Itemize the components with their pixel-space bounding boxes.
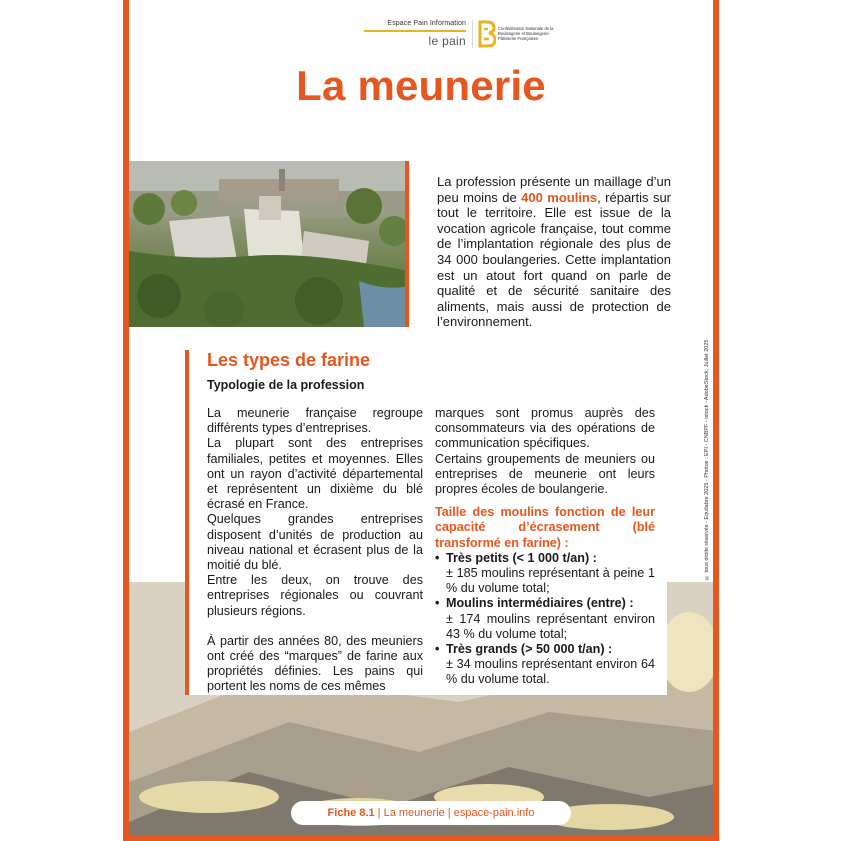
logo-left-small-text: Espace Pain Information	[387, 20, 466, 27]
sizes-heading: Taille des moulins fonction de leur capacité d’écrasement (blé transformé en farine) :	[435, 505, 655, 550]
left-paragraph: À partir des années 80, des meuniers ont créé des “marques” de farine aux propriétés définies. Les pains qui portent les noms de ces mêmes	[207, 633, 423, 694]
aerial-mill-photo	[129, 161, 409, 327]
right-paragraph: Certains groupements de meuniers ou entreprises de meunerie ont leurs propres écoles de boulangerie.	[435, 451, 655, 497]
left-paragraph: La plupart sont des entreprises familiales, petites et moyennes. Elles ont un rayon d’activité départemental et représentent un dixième du blé écrasé en France.	[207, 436, 423, 512]
size-detail: ± 34 moulins représentant environ 64 % du volume total.	[446, 657, 655, 687]
intro-highlight: 400 moulins	[521, 189, 598, 205]
size-detail: ± 185 moulins représentant à peine 1 % du volume total;	[446, 566, 655, 596]
left-paragraph: Quelques grandes entreprises disposent d’unités de production au niveau national et écrasent plus de la moitié du blé.	[207, 512, 423, 573]
cnbpf-logo	[478, 20, 558, 50]
size-label: Très grands (> 50 000 t/an) :	[446, 642, 613, 657]
logo-left-big-text: le pain	[428, 34, 466, 48]
paragraph-gap	[207, 619, 423, 634]
size-label: Moulins intermédiaires (entre) :	[446, 596, 634, 611]
left-paragraph: La meunerie française regroupe différents types d’entreprises.	[207, 406, 423, 436]
footer-pill	[291, 801, 571, 825]
espace-pain-logo	[364, 20, 466, 48]
right-paragraph: marques sont promus auprès des consommateurs via des opérations de communication spécifiques.	[435, 406, 655, 451]
size-label: Très petits (< 1 000 t/an) :	[446, 550, 597, 565]
logo-divider	[472, 20, 473, 48]
list-item	[435, 596, 655, 642]
section-title: Les types de farine	[207, 350, 371, 370]
intro-text-after: , répartis sur tout le territoire. Elle est issue de la vocation agricole française, tout comme de l’implantation régionale des plus de 34 000 boulangeries. Cette implantation est un atout fort quand on parle de qualité et de sécurité sanitaire des aliments, mais aussi de protection de l’environnement.	[437, 189, 671, 330]
cnbpf-b-icon	[478, 20, 496, 48]
photo-credit: © tous droits réservés - Equilabre 2025 - Photos : EPI - CNBPF - istock - AdobeStock, Juillet 2025	[704, 339, 710, 580]
section-subtitle: Typologie de la profession	[207, 378, 365, 392]
list-item	[435, 551, 655, 597]
footer-text: | La meunerie | espace-pain.info	[374, 807, 535, 819]
aerial-mill-illustration	[129, 161, 409, 327]
paragraph-gap	[435, 497, 655, 505]
list-item	[435, 642, 655, 688]
page-title: La meunerie	[296, 62, 546, 109]
cnbpf-logo-text: Confédération Nationale de la Boulangerie et Boulangerie-Pâtisserie Françaises	[498, 26, 554, 41]
intro-text-before: La profession présente un maillage d’un peu moins de	[437, 174, 671, 205]
footer-fiche: Fiche 8.1	[327, 807, 375, 819]
left-paragraph: Entre les deux, on trouve des entreprises régionales ou couvrant plusieurs régions.	[207, 573, 423, 618]
size-detail: ± 174 moulins représentant environ 43 % du volume total;	[446, 611, 655, 641]
sizes-list	[435, 551, 655, 688]
logo-underline	[364, 30, 466, 32]
intro-paragraph	[437, 174, 671, 330]
left-column	[207, 406, 423, 695]
content-box	[185, 350, 667, 695]
right-column	[435, 406, 655, 688]
page-frame	[123, 0, 719, 841]
